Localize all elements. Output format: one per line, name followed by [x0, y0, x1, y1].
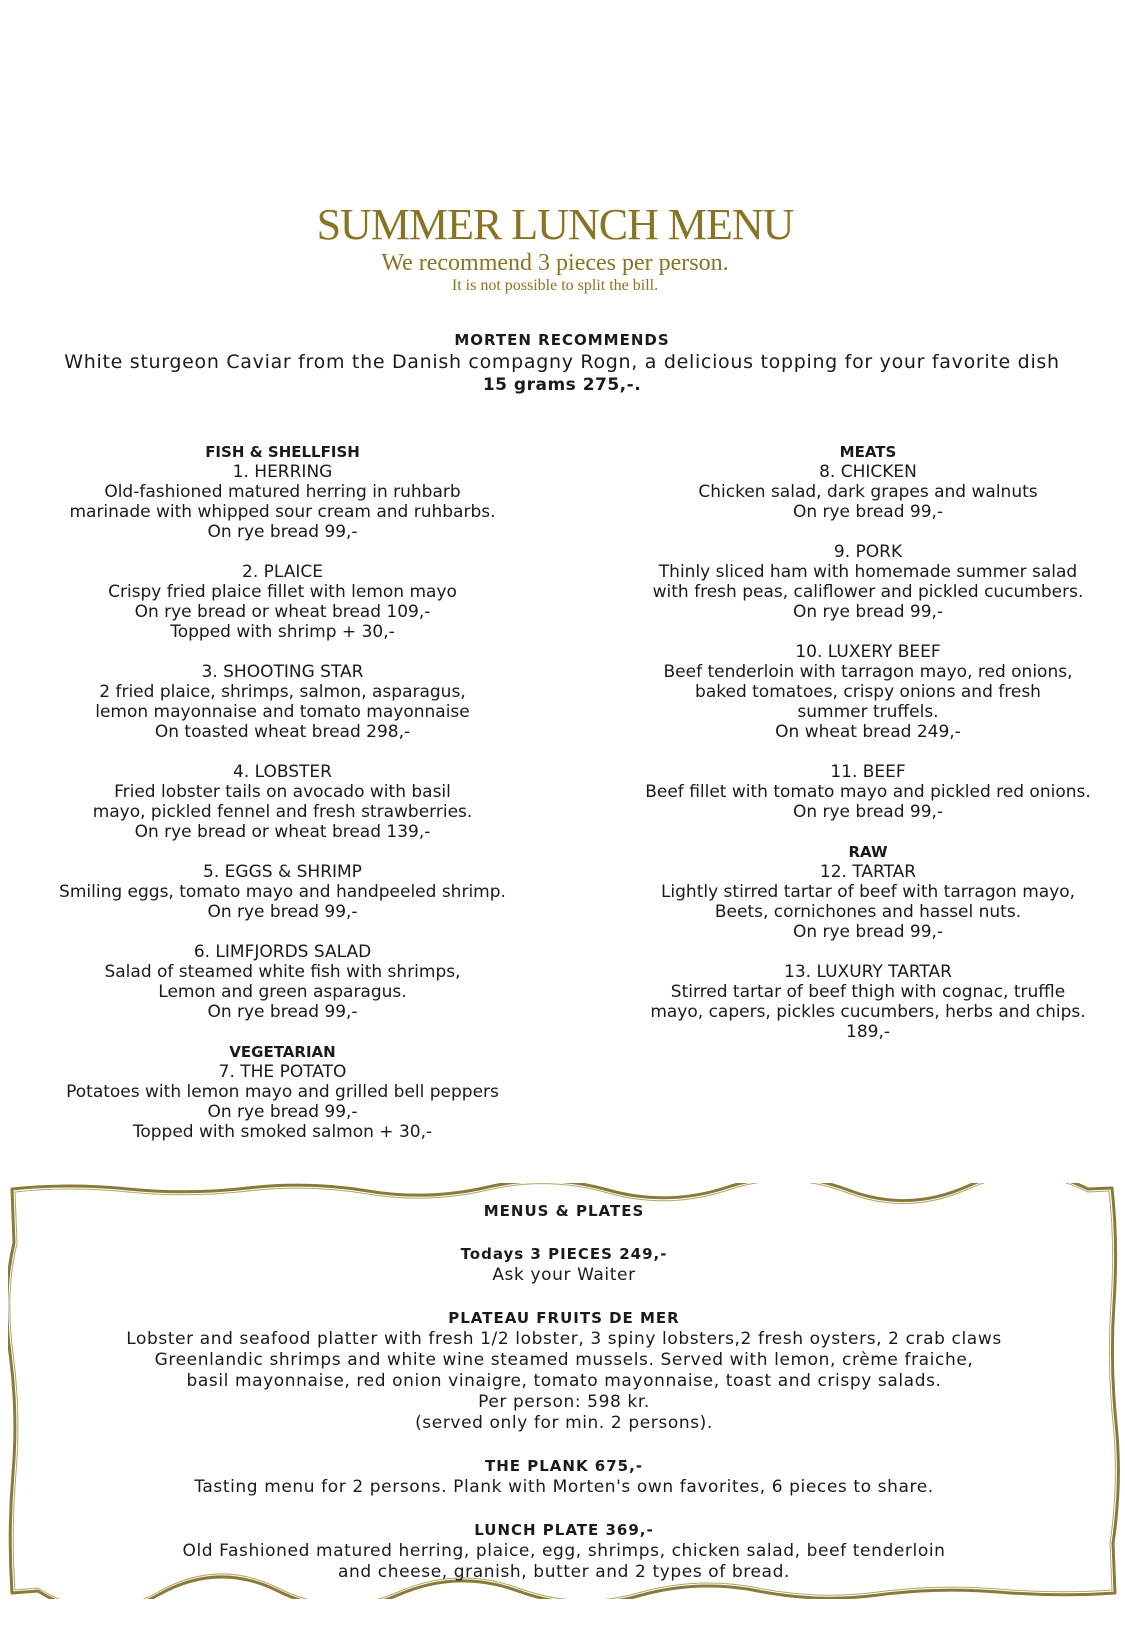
- menus-plates-content: [8, 1201, 1120, 1605]
- dish-name: 13. LUXURY TARTAR: [784, 962, 952, 982]
- meat-dish-list: [618, 462, 1118, 822]
- dish-line: On rye bread 99,-: [207, 902, 358, 922]
- dish-line: lemon mayonnaise and tomato mayonnaise: [95, 702, 470, 722]
- menu-item: [30, 862, 535, 922]
- dish-line: baked tomatoes, crispy onions and fresh: [695, 682, 1041, 702]
- dish-line: On rye bread 99,-: [207, 1102, 358, 1122]
- dish-name: 12. TARTAR: [819, 862, 917, 882]
- plateau-line: Greenlandic shrimps and white wine steamed mussels. Served with lemon, crème fraiche,: [154, 1350, 974, 1370]
- menu-item: [30, 662, 535, 742]
- menu-item: [618, 642, 1118, 742]
- dish-name: 2. PLAICE: [242, 562, 323, 582]
- fish-dish-list: [30, 462, 535, 1022]
- lunch-plate-line: Old Fashioned matured herring, plaice, egg, shrimps, chicken salad, beef tenderloin: [182, 1541, 946, 1561]
- dish-line: mayo, pickled fennel and fresh strawberries.: [92, 802, 473, 822]
- dish-line: Beef fillet with tomato mayo and pickled red onions.: [645, 782, 1091, 802]
- dish-line: Smiling eggs, tomato mayo and handpeeled shrimp.: [59, 882, 506, 902]
- dish-line: On rye bread 99,-: [792, 602, 944, 622]
- dish-line: Lemon and green asparagus.: [158, 982, 407, 1002]
- dish-line: Beef tenderloin with tarragon mayo, red onions,: [663, 662, 1073, 682]
- dish-line: Potatoes with lemon mayo and grilled bell peppers: [66, 1082, 499, 1102]
- dish-line: Thinly sliced ham with homemade summer salad: [658, 562, 1078, 582]
- plank-text: Tasting menu for 2 persons. Plank with Morten's own favorites, 6 pieces to share.: [194, 1477, 934, 1497]
- lunch-plate-line: and cheese, granish, butter and 2 types of bread.: [338, 1562, 790, 1582]
- menu-item: [618, 862, 1118, 942]
- bill-note: It is not possible to split the bill.: [451, 277, 659, 294]
- page-title: SUMMER LUNCH MENU: [316, 200, 794, 249]
- lunch-plate-title: LUNCH PLATE 369,-: [474, 1521, 654, 1539]
- dish-name: 10. LUXERY BEEF: [795, 642, 941, 662]
- dish-line: Salad of steamed white fish with shrimps,: [104, 962, 461, 982]
- plateau-price: Per person: 598 kr.: [478, 1392, 650, 1412]
- menu-item: [618, 462, 1118, 522]
- section-heading-fish: FISH & SHELLFISH: [205, 443, 360, 461]
- menu-item: [618, 962, 1118, 1042]
- recommends-heading: MORTEN RECOMMENDS: [454, 331, 670, 349]
- menus-plates-box: [8, 1183, 1120, 1599]
- dish-name: 8. CHICKEN: [819, 462, 917, 482]
- plateau-line: basil mayonnaise, red onion vinaigre, tomato mayonnaise, toast and crispy salads.: [186, 1371, 942, 1391]
- dish-line: 189,-: [846, 1022, 890, 1042]
- dish-line: On rye bread or wheat bread 139,-: [134, 822, 431, 842]
- menu-item: [618, 542, 1118, 622]
- morten-recommends: [0, 330, 1124, 396]
- recommendation-subtitle: We recommend 3 pieces per person.: [381, 250, 729, 276]
- dish-line: summer truffels.: [797, 702, 939, 722]
- menu-item: [30, 562, 535, 642]
- menu-item: [30, 762, 535, 842]
- dish-name: 3. SHOOTING STAR: [201, 662, 364, 682]
- right-column: [618, 442, 1118, 1042]
- dish-line: 2 fried plaice, shrimps, salmon, asparagus,: [99, 682, 466, 702]
- recommends-text: White sturgeon Caviar from the Danish compagny Rogn, a delicious topping for your favorite dish: [64, 351, 1060, 373]
- dish-line: On wheat bread 249,-: [775, 722, 961, 742]
- menu-item: [30, 942, 535, 1022]
- left-column: [30, 442, 535, 1142]
- dish-line: Topped with shrimp + 30,-: [170, 622, 395, 642]
- dish-line: Chicken salad, dark grapes and walnuts: [698, 482, 1038, 502]
- dish-line: On rye bread or wheat bread 109,-: [134, 602, 431, 622]
- dish-line: Topped with smoked salmon + 30,-: [132, 1122, 433, 1142]
- dish-line: with fresh peas, califlower and pickled cucumbers.: [652, 582, 1084, 602]
- todays-pieces-title: Todays 3 PIECES 249,-: [460, 1245, 668, 1263]
- todays-pieces-text: Ask your Waiter: [492, 1265, 636, 1285]
- dish-line: Fried lobster tails on avocado with basil: [114, 782, 451, 802]
- menus-plates-heading: MENUS & PLATES: [483, 1202, 645, 1220]
- plateau-line: Lobster and seafood platter with fresh 1/2 lobster, 3 spiny lobsters,2 fresh oysters, 2 crab claws: [126, 1329, 1002, 1349]
- plateau-note: (served only for min. 2 persons).: [415, 1413, 713, 1433]
- dish-line: On rye bread 99,-: [207, 1002, 358, 1022]
- dish-line: On rye bread 99,-: [792, 922, 944, 942]
- menu-item: [618, 762, 1118, 822]
- menu-item: [30, 462, 535, 542]
- dish-name: 5. EGGS & SHRIMP: [203, 862, 362, 882]
- dish-line: Stirred tartar of beef thigh with cognac, truffle: [670, 982, 1066, 1002]
- dish-name: 9. PORK: [833, 542, 903, 562]
- raw-dish-list: [618, 862, 1118, 1042]
- dish-line: On toasted wheat bread 298,-: [154, 722, 411, 742]
- dish-line: marinade with whipped sour cream and ruhbarbs.: [69, 502, 496, 522]
- vegetarian-dish-list: [30, 1062, 535, 1142]
- dish-line: Old-fashioned matured herring in ruhbarb: [104, 482, 461, 502]
- dish-line: Lightly stirred tartar of beef with tarragon mayo,: [660, 882, 1076, 902]
- dish-line: On rye bread 99,-: [792, 802, 944, 822]
- dish-line: On rye bread 99,-: [207, 522, 358, 542]
- section-heading-raw: RAW: [848, 843, 888, 861]
- plateau-title: PLATEAU FRUITS DE MER: [448, 1309, 680, 1327]
- dish-line: Beets, cornichones and hassel nuts.: [714, 902, 1022, 922]
- dish-name: 1. HERRING: [232, 462, 333, 482]
- dish-name: 7. THE POTATO: [218, 1062, 347, 1082]
- dish-line: On rye bread 99,-: [792, 502, 944, 522]
- recommends-price: 15 grams 275,-.: [482, 375, 642, 395]
- dish-name: 11. BEEF: [830, 762, 906, 782]
- plank-title: THE PLANK 675,-: [484, 1457, 644, 1475]
- section-heading-vegetarian: VEGETARIAN: [229, 1043, 336, 1061]
- section-heading-meats: MEATS: [839, 443, 897, 461]
- dish-line: mayo, capers, pickles cucumbers, herbs and chips.: [650, 1002, 1086, 1022]
- dish-name: 4. LOBSTER: [233, 762, 332, 782]
- menu-item: [30, 1062, 535, 1142]
- dish-line: Crispy fried plaice fillet with lemon mayo: [108, 582, 457, 602]
- dish-name: 6. LIMFJORDS SALAD: [193, 942, 372, 962]
- menu-header: [0, 200, 1110, 296]
